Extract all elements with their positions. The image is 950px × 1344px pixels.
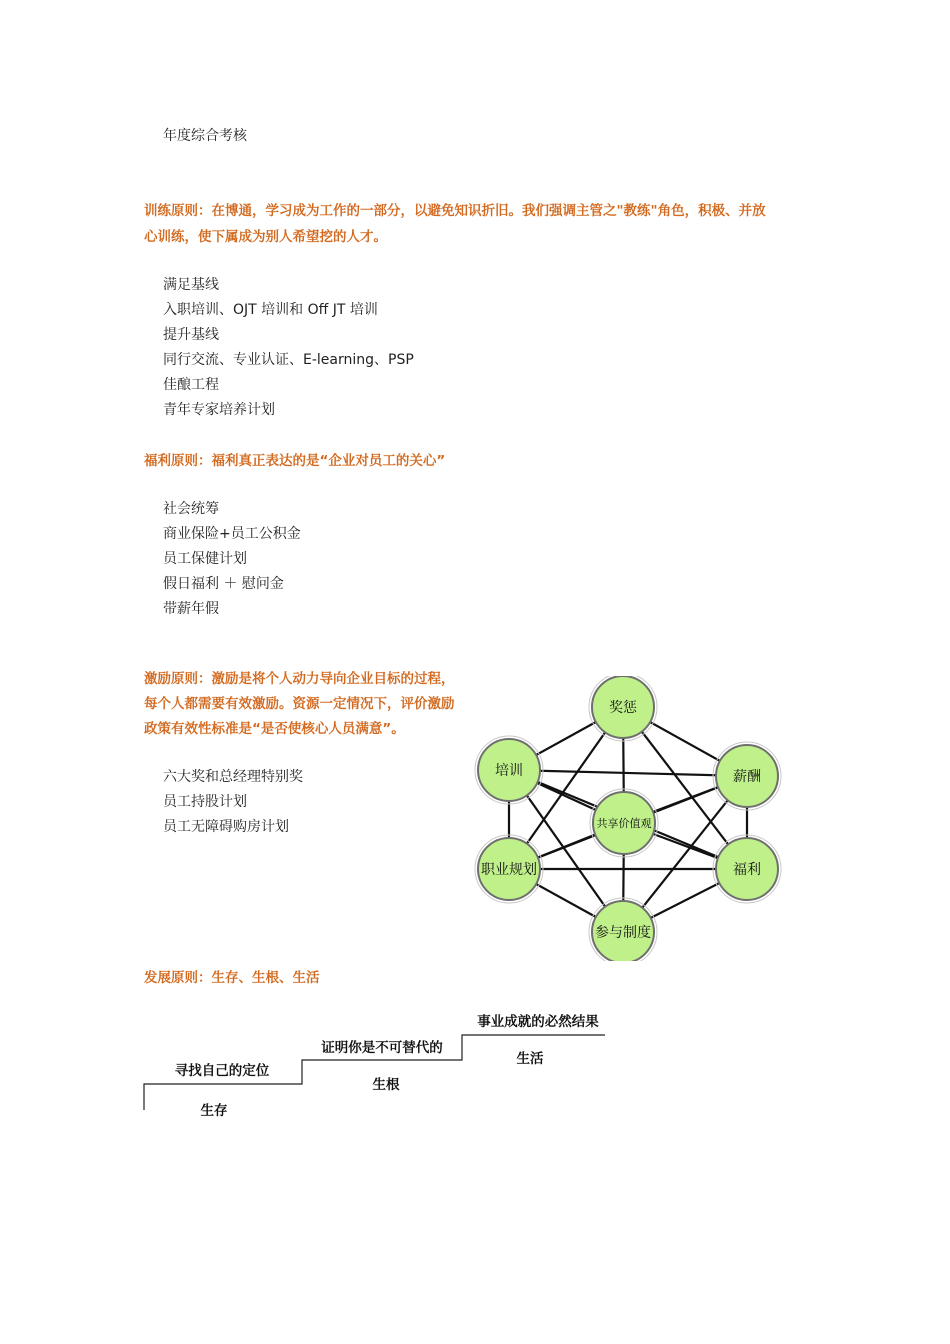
training-item: 青年专家培养计划: [163, 402, 275, 418]
step3-above-label: 事业成就的必然结果: [477, 1014, 599, 1030]
welfare-item: 假日福利 ＋ 慰问金: [163, 576, 284, 592]
welfare-item: 商业保险+员工公积金: [163, 526, 301, 542]
development-principle-heading: 发展原则：生存、生根、生活: [144, 970, 320, 986]
welfare-item: 带薪年假: [163, 601, 219, 617]
incentive-principle-heading-line2: 每个人都需要有效激励。资源一定情况下，评价激励: [144, 696, 455, 712]
development-stairs-diagram: [140, 1002, 620, 1132]
training-item: 佳酿工程: [163, 377, 219, 393]
incentive-item: 员工持股计划: [163, 794, 247, 810]
node-welfare: [713, 835, 781, 903]
training-principle-heading-line2: 心训练，使下属成为别人希望挖的人才。: [144, 229, 387, 245]
node-label-salary: 薪酬: [733, 769, 761, 785]
incentive-principle-heading-line3: 政策有效性标准是“是否使核心人员满意”。: [144, 721, 405, 737]
node-label-welfare: 福利: [733, 862, 761, 878]
node-label-career: 职业规划: [481, 862, 537, 878]
step1-above-label: 寻找自己的定位: [174, 1063, 270, 1079]
incentive-principle-heading-line1: 激励原则：激励是将个人动力导向企业目标的过程，: [144, 671, 455, 687]
node-label-reward: 奖惩: [609, 700, 637, 716]
node-salary: [713, 742, 781, 810]
step3-below-label: 生活: [516, 1051, 544, 1067]
incentive-item: 员工无障碍购房计划: [163, 819, 289, 835]
training-item: 同行交流、专业认证、E-learning、PSP: [163, 352, 414, 368]
node-career: [475, 835, 543, 903]
training-item: 入职培训、OJT 培训和 Off JT 培训: [163, 302, 378, 318]
incentive-network-diagram: [468, 676, 788, 961]
node-reward: [589, 676, 657, 741]
training-principle-heading-line1: 训练原则：在博通，学习成为工作的一部分，以避免知识折旧。我们强调主管之"教练"角色，积极、并放: [144, 203, 766, 219]
node-label-center: 共享价值观: [596, 817, 652, 830]
step2-below-label: 生根: [372, 1077, 400, 1093]
training-item: 提升基线: [163, 327, 219, 343]
node-participation: [589, 898, 657, 961]
welfare-item: 员工保健计划: [163, 551, 247, 567]
step2-above-label: 证明你是不可替代的: [321, 1040, 443, 1056]
incentive-item: 六大奖和总经理特别奖: [163, 769, 303, 785]
annual-review-item: 年度综合考核: [163, 128, 247, 144]
step1-below-label: 生存: [200, 1103, 228, 1119]
training-item: 满足基线: [163, 277, 219, 293]
node-label-training: 培训: [495, 763, 523, 779]
node-label-participation: 参与制度: [595, 925, 651, 941]
node-center: [590, 789, 658, 857]
node-training: [475, 736, 543, 804]
welfare-item: 社会统筹: [163, 501, 219, 517]
welfare-principle-heading: 福利原则：福利真正表达的是“企业对员工的关心”: [144, 453, 446, 469]
